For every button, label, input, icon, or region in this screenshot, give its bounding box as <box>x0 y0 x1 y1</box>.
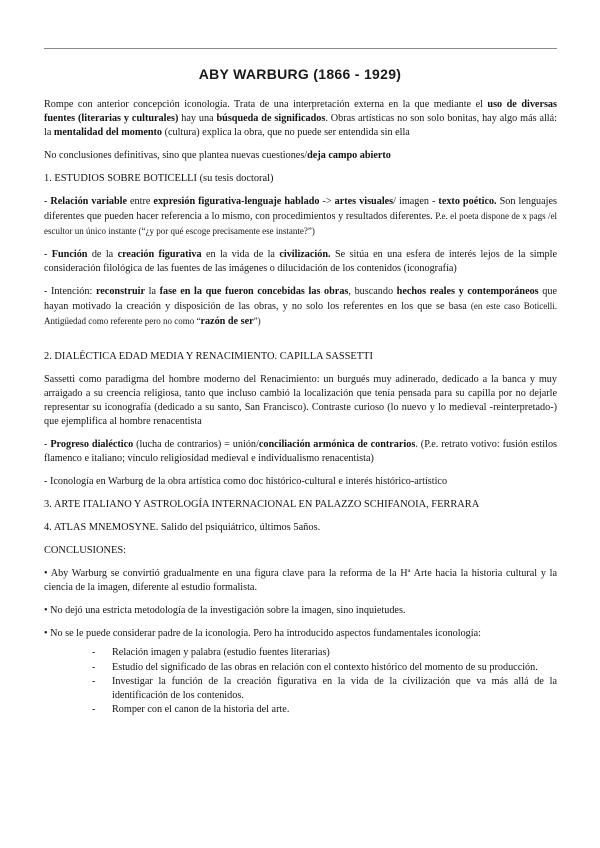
text-run: hechos reales y contemporáneos <box>396 286 539 297</box>
text-run: No conclusiones definitivas, sino que plantea nuevas cuestiones/ <box>44 150 308 161</box>
conclusion-bullet-methodology <box>44 604 557 618</box>
text-run: . Obras artísticas no son solo bonitas, hay algo más allá: la <box>44 113 557 138</box>
text-run: (lucha de contrarios) = unión/ <box>133 439 259 450</box>
section-1-heading: 1. ESTUDIOS SOBRE BOTICELLI (su tesis doctoral) <box>44 173 274 184</box>
text-run: • No dejó una estricta metodología de la investigación sobre la imagen, sino inquietudes. <box>44 605 406 616</box>
list-item: - Relación imagen y palabra (estudio fuentes literarias) <box>92 646 557 660</box>
section-4-heading: 4. ATLAS MNEMOSYNE. Salido del psiquiátrico, últimos 5años. <box>44 522 321 533</box>
text-run: deja campo abierto <box>307 150 391 161</box>
text-run: entre <box>127 196 154 207</box>
text-run: - <box>44 439 51 450</box>
header-rule <box>44 48 557 49</box>
text-run: creación figurativa <box>117 249 202 260</box>
text-run: mentalidad del momento <box>53 127 163 138</box>
section-2-sassetti-paragraph <box>44 373 557 429</box>
text-run: Se sitúa en una esfera de interés lejos de la simple consideración filológica de las fuentes de las imágenes o dilucidación de los contenidos (iconografía) <box>44 249 557 274</box>
text-run: de la <box>87 249 118 260</box>
conclusions-heading: CONCLUSIONES: <box>44 545 126 556</box>
text-run: . (P.e. retrato votivo: fusión estilos flamenco e italiano; vínculo religiosidad medieval e individualismo renacentista) <box>44 439 558 464</box>
text-run: / imagen - <box>393 196 439 207</box>
section-3-heading: 3. ARTE ITALIANO Y ASTROLOGÍA INTERNACIONAL EN PALAZZO SCHIFANOIA, FERRARA <box>44 499 480 510</box>
open-questions-paragraph <box>44 149 557 163</box>
text-run: Sassetti como paradigma del hombre moderno del Renacimiento: un burgués muy adinerado, dedicado a la banca y muy arraigado a su creencia religiosa, tanto que incluso cambió la localización que tenía pensada para su capilla por no dejarle representar su iconografía (dedicado a su santo, San Francisco). Contraste curioso (lo nuevo y lo medieval -reinterpretado-) que ejemplifica al hombre renacentista <box>44 374 557 427</box>
text-run: - Iconología en Warburg de la obra artística como doc histórico-cultural e interés histórico-artístico <box>44 476 448 487</box>
text-run: civilización. <box>279 249 331 260</box>
text-run: Función <box>51 249 88 260</box>
text-run: - <box>44 196 51 207</box>
text-run: P.e. el poeta dispone de x pags /el escultor un único instante (“¿y por qué escoge precisamente ese instante?”) <box>44 211 557 236</box>
section-2-heading: 2. DIALÉCTICA EDAD MEDIA Y RENACIMIENTO. CAPILLA SASSETTI <box>44 351 373 362</box>
section-2-point-progress <box>44 438 557 466</box>
text-run: búsqueda de significados <box>216 113 326 124</box>
text-run: • No se le puede considerar padre de la iconología. Pero ha introducido aspectos fundamentales iconología: <box>44 628 481 639</box>
text-run: artes visuales <box>334 196 394 207</box>
text-run: (cultura) explica la obra, que no puede ser entendida sin ella <box>162 127 410 138</box>
section-1-point-function <box>44 248 557 276</box>
iconology-aspects-list <box>44 646 557 717</box>
text-run: ”) <box>253 316 261 326</box>
text-run: , buscando <box>348 286 397 297</box>
section-1-point-relation <box>44 195 557 239</box>
text-run: la <box>145 286 160 297</box>
intro-paragraph <box>44 98 557 140</box>
text-run: Progreso dialéctico <box>50 439 134 450</box>
text-run: reconstruir <box>95 286 145 297</box>
section-1-point-intention <box>44 285 557 329</box>
section-2-point-iconology <box>44 475 557 489</box>
page-title: ABY WARBURG (1866 - 1929) <box>198 66 402 82</box>
conclusion-bullet-reform <box>44 567 557 595</box>
list-item: - Romper con el canon de la historia del arte. <box>92 703 557 717</box>
text-run: razón de ser <box>200 316 254 327</box>
text-run: texto poético. <box>438 196 497 207</box>
text-run: -> <box>319 196 335 207</box>
conclusion-bullet-iconology <box>44 627 557 641</box>
text-run: - Intención: <box>44 286 96 297</box>
text-run: hay una <box>178 113 217 124</box>
text-run: uso de diversas fuentes (literarias y culturales) <box>44 99 557 124</box>
list-item: - Estudio del significado de las obras en relación con el contexto histórico del momento de su producción. <box>92 661 557 675</box>
text-run: Relación variable <box>50 196 128 207</box>
text-run: expresión figurativa-lenguaje hablado <box>153 196 320 207</box>
text-run: fase en la que fueron concebidas las obras <box>159 286 349 297</box>
text-run: • Aby Warburg se convirtió gradualmente en una figura clave para la reforma de la Hª Arte hacia la historia cultural y la ciencia de la imagen, diferente al estudio formalista. <box>44 568 557 593</box>
text-run: (en este caso Boticelli. Antigüedad como referente pero no como “ <box>44 301 557 326</box>
text-run: - <box>44 249 52 260</box>
text-run: en la vida de la <box>201 249 280 260</box>
document-body <box>44 98 557 718</box>
list-item: - Investigar la función de la creación figurativa en la vida de la civilización que va más allá de la identificación de los contenidos. <box>92 675 557 702</box>
text-run: conciliación armónica de contrarios <box>258 439 416 450</box>
text-run: que hayan motivado la creación y disposición de las obras, y no solo los referentes en los que se basa <box>44 286 557 312</box>
text-run: Son lenguajes diferentes que pueden hacer referencia a lo mismo, con procedimientos y resultados diferentes. <box>44 196 557 222</box>
text-run: Rompe con anterior concepción iconología. Trata de una interpretación externa en la que mediante el <box>44 99 488 110</box>
